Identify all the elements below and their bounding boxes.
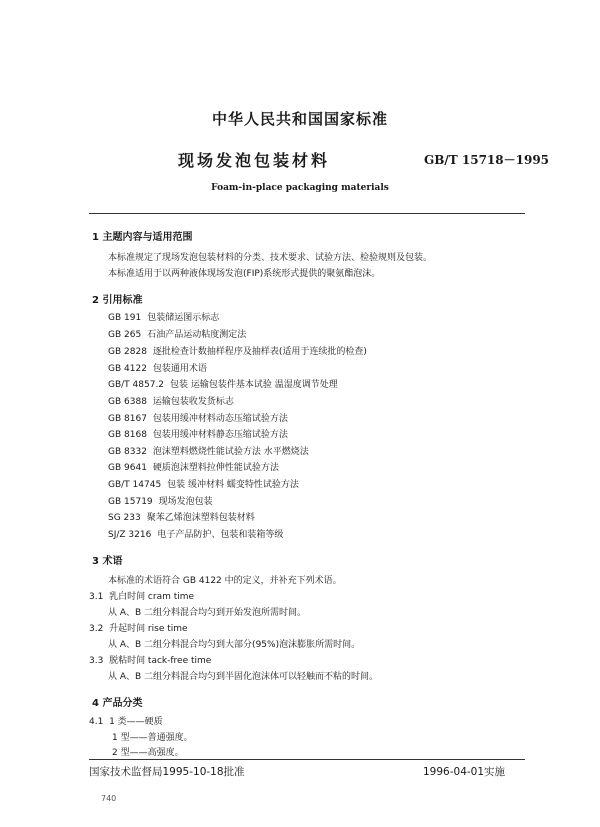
ref-code: GB 4122 xyxy=(108,364,147,374)
ref-code: GB/T 4857.2 xyxy=(108,380,165,390)
type-item: 2 型——高强度。 xyxy=(112,748,184,758)
ref-code: GB 9641 xyxy=(108,463,147,473)
ref-title: 包装 运输包装件基本试验 温湿度调节处理 xyxy=(170,380,338,390)
term-name: 脱粘时间 tack-free time xyxy=(109,656,212,666)
ref-title: 包装储运图示标志 xyxy=(147,313,220,323)
term-item xyxy=(89,653,211,666)
term-definition: 从 A、B 二组分料混合均匀到大部分(95%)泡沫膨胀所需时间。 xyxy=(108,640,361,650)
term-definition: 从 A、B 二组分料混合均匀到开始发泡所需时间。 xyxy=(108,608,307,618)
english-title: Foam-in-place packaging materials xyxy=(211,183,389,193)
ref-code: GB 6388 xyxy=(108,397,147,407)
type-item: 1 型——普通强度。 xyxy=(112,733,193,743)
ref-title: 包装通用术语 xyxy=(152,364,207,374)
class-number: 4.1 xyxy=(89,717,104,727)
section1-para2: 本标准适用于以两种液体现场发泡(FIP)系统形式提供的聚氨酯泡沫。 xyxy=(108,269,381,279)
ref-item xyxy=(108,310,219,323)
section3-heading: 3 术语 xyxy=(92,556,123,567)
section2-heading: 2 引用标准 xyxy=(92,295,143,306)
ref-code: GB 15719 xyxy=(108,497,153,507)
standard-title: 中华人民共和国国家标准 xyxy=(211,110,388,128)
ref-title: 包装用缓冲材料静态压缩试验方法 xyxy=(152,430,288,440)
ref-item xyxy=(108,477,299,490)
ref-item xyxy=(108,394,234,407)
term-name: 升起时间 rise time xyxy=(109,624,188,634)
ref-title: 逐批检查计数抽样程序及抽样表(适用于连续批的检查) xyxy=(152,347,367,357)
class-name: 1 类——硬质 xyxy=(109,717,163,727)
ref-item xyxy=(108,344,367,357)
ref-code: SJ/Z 3216 xyxy=(108,530,152,540)
term-number: 3.3 xyxy=(89,656,104,666)
ref-title: 运输包装收发货标志 xyxy=(152,397,234,407)
term-item xyxy=(89,621,188,634)
ref-title: 石油产品运动粘度测定法 xyxy=(147,330,247,340)
ref-title: 包装 缓冲材料 蠕变特性试验方法 xyxy=(167,480,299,490)
ref-item xyxy=(108,327,246,340)
section1-para1: 本标准规定了现场发泡包装材料的分类、技术要求、试验方法、检验规则及包装。 xyxy=(108,253,433,263)
ref-item xyxy=(108,494,213,507)
ref-title: 硬质泡沫塑料拉伸性能试验方法 xyxy=(152,463,279,473)
header-divider xyxy=(89,213,525,214)
ref-code: SG 233 xyxy=(108,513,141,523)
ref-item xyxy=(108,444,309,457)
ref-item xyxy=(108,427,288,440)
page-number: 740 xyxy=(101,794,117,803)
ref-code: GB 191 xyxy=(108,313,142,323)
ref-code: GB 265 xyxy=(108,330,142,340)
approval-date: 国家技术监督局1995-10-18批准 xyxy=(89,766,245,778)
ref-item xyxy=(108,377,338,390)
ref-title: 现场发泡包装 xyxy=(158,497,213,507)
section4-heading: 4 产品分类 xyxy=(92,698,143,709)
ref-title: 电子产品防护、包装和装箱等级 xyxy=(157,530,284,540)
term-definition: 从 A、B 二组分料混合均匀到半固化泡沫体可以轻触而不粘的时间。 xyxy=(108,672,379,682)
doc-title: 现场发泡包装材料 xyxy=(178,151,331,170)
ref-title: 包装用缓冲材料动态压缩试验方法 xyxy=(152,414,288,424)
term-name: 乳白时间 cram time xyxy=(109,592,195,602)
ref-code: GB 8332 xyxy=(108,447,147,457)
ref-code: GB 8167 xyxy=(108,414,147,424)
term-item xyxy=(89,589,194,602)
ref-code: GB 8168 xyxy=(108,430,147,440)
doc-code: GB/T 15718－1995 xyxy=(424,153,550,167)
footer-divider xyxy=(89,759,525,760)
section1-heading: 1 主题内容与适用范围 xyxy=(92,232,193,243)
ref-item xyxy=(108,460,279,473)
ref-item xyxy=(108,411,288,424)
section3-intro: 本标准的术语符合 GB 4122 中的定义，并补充下列术语。 xyxy=(108,576,342,586)
ref-item xyxy=(108,361,207,374)
term-number: 3.1 xyxy=(89,592,104,602)
ref-title: 聚苯乙烯泡沫塑料包装材料 xyxy=(146,513,255,523)
class-item xyxy=(89,714,163,727)
ref-item xyxy=(108,510,255,523)
ref-item xyxy=(108,527,283,540)
effective-date: 1996-04-01实施 xyxy=(423,766,506,778)
ref-title: 泡沫塑料燃烧性能试验方法 水平燃烧法 xyxy=(152,447,309,457)
term-number: 3.2 xyxy=(89,624,104,634)
ref-code: GB/T 14745 xyxy=(108,480,162,490)
ref-code: GB 2828 xyxy=(108,347,147,357)
